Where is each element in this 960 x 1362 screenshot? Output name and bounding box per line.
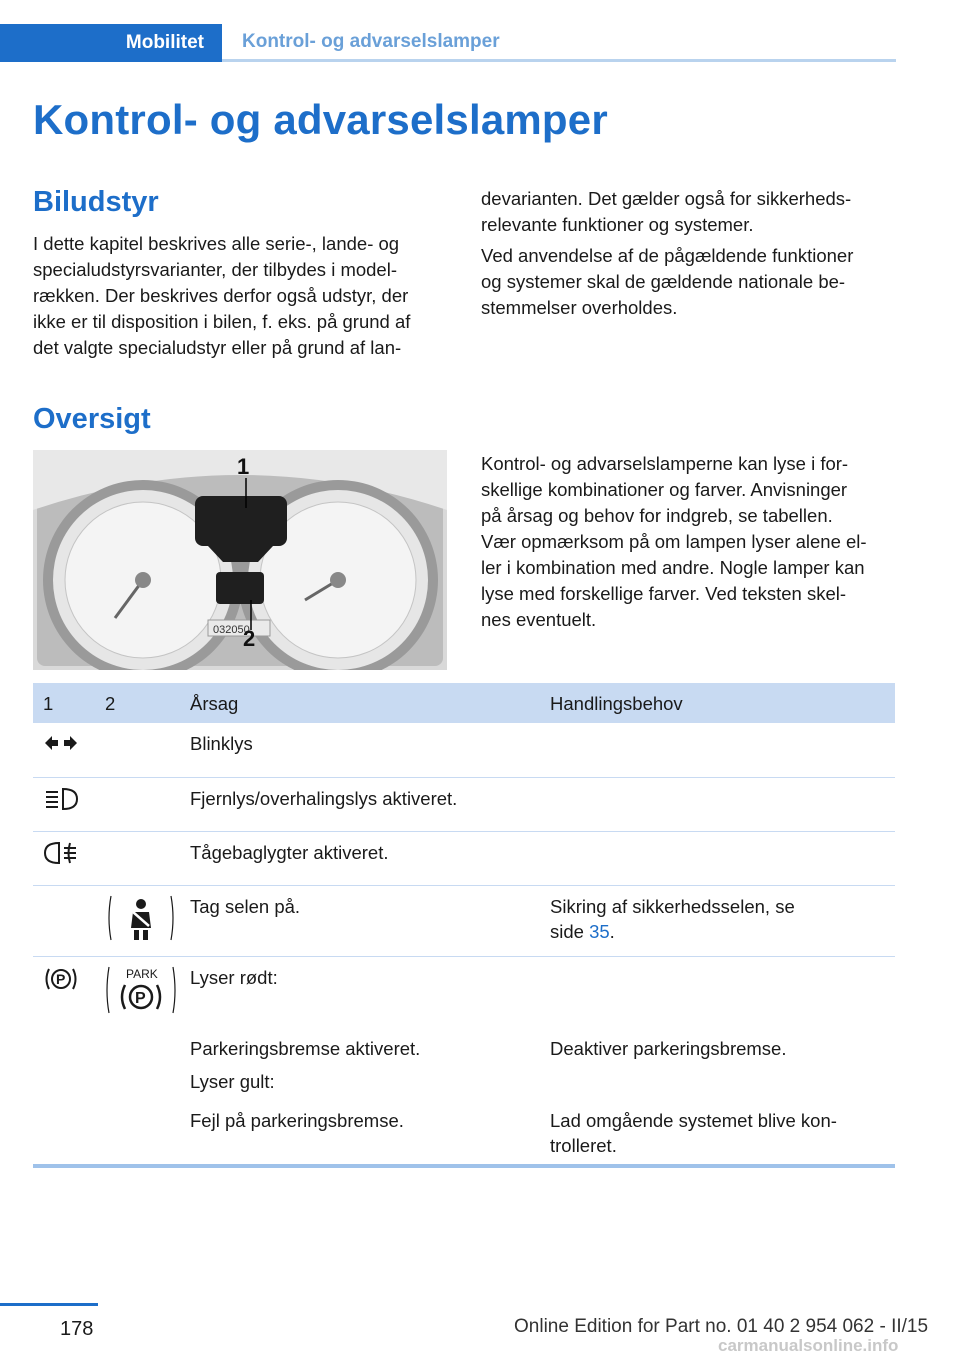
figure-label-1: 1 xyxy=(237,454,250,479)
table-row xyxy=(33,1067,895,1108)
table-row xyxy=(33,777,895,831)
cause-cell: Fjernlys/overhalingslys aktiveret. xyxy=(180,777,540,831)
watermark-brand: carmanualsonline.info xyxy=(718,1336,899,1355)
section-heading-biludstyr: Biludstyr xyxy=(33,186,159,218)
table-header-action: Handlingsbehov xyxy=(540,683,895,723)
table-row xyxy=(33,1108,895,1166)
biludstyr-paragraph-2: devarianten. Det gælder også for sikkerheds- relevante funktioner og systemer. xyxy=(481,188,852,235)
table-row xyxy=(33,1034,895,1067)
page-title: Kontrol- og advarselslamper xyxy=(33,96,608,143)
page-number: 178 xyxy=(60,1318,94,1340)
center-warning-panel xyxy=(195,496,287,546)
table-header-row xyxy=(33,683,895,723)
park-brake-icon xyxy=(105,965,177,1015)
seatbelt-icon xyxy=(105,894,177,942)
header-section-tab[interactable]: Mobilitet xyxy=(0,24,222,62)
edition-footer: Online Edition for Part no. 01 40 2 954 062 - II/15 xyxy=(514,1316,929,1337)
cause-cell: Tag selen på. xyxy=(180,885,540,956)
biludstyr-paragraph-3: Ved anvendelse af de pågældende funktioner og systemer skal de gældende nationale be- stemmelser overholdes. xyxy=(481,245,854,318)
warning-lamp-table xyxy=(33,683,895,1168)
action-cell xyxy=(540,1067,895,1108)
action-cell xyxy=(540,831,895,885)
oversigt-paragraph: Kontrol- og advarselslamperne kan lyse i for- skellige kombinationer og farver. Anvisninger på årsag og behov for indgreb, se tabellen. Vær opmærksom på om lampen lyser alene el- ler i kombination med andre. Nogle lamper kan lyse med forskellige farver. Ved teksten skel- nes eventuelt. xyxy=(481,453,867,630)
table-row xyxy=(33,831,895,885)
header-chapter-tab[interactable]: Kontrol- og advarselslamper xyxy=(222,24,896,62)
action-cell: Sikring af sikkerhedsselen, se side 35. xyxy=(540,885,895,956)
rear-fog-light-icon xyxy=(43,840,79,866)
action-cell xyxy=(540,777,895,831)
svg-text:P: P xyxy=(56,970,66,987)
table-header-cause: Årsag xyxy=(180,683,540,723)
action-cell: Lad omgående systemet blive kon- trolleret. xyxy=(540,1108,895,1166)
action-cell xyxy=(540,956,895,1034)
section-heading-oversigt: Oversigt xyxy=(33,403,151,435)
cause-cell: Fejl på parkeringsbremse. xyxy=(180,1108,540,1166)
parking-brake-icon xyxy=(43,965,79,993)
table-row xyxy=(33,956,895,1034)
figure-code: 032050 xyxy=(213,624,250,636)
table-row xyxy=(33,885,895,956)
lower-warning-panel xyxy=(216,572,264,604)
action-cell: Deaktiver parkeringsbremse. xyxy=(550,1038,787,1059)
instrument-cluster-photo xyxy=(33,450,447,670)
turn-signal-arrows-icon xyxy=(43,731,79,755)
table-row xyxy=(33,723,895,777)
cause-cell: Lyser rødt: xyxy=(190,966,278,988)
action-cell xyxy=(540,723,895,777)
table-header-col-1: 1 xyxy=(33,683,95,723)
cause-cell: Lyser gult: xyxy=(190,1071,275,1092)
page-number-bar xyxy=(0,1303,98,1306)
high-beam-icon xyxy=(43,786,79,812)
page-reference-link[interactable]: 35 xyxy=(589,920,610,942)
svg-text:P: P xyxy=(135,989,146,1007)
figure-label-2: 2 xyxy=(243,626,256,651)
biludstyr-paragraph-1: I dette kapitel beskrives alle serie-, lande- og specialudstyrsvarianter, der tilbydes i model- rækken. Der beskrives derfor også udstyr, der ikke er til disposition i bilen, f. eks. på grund af det valgte specialudstyr eller på grund af lan- xyxy=(33,233,411,358)
cause-cell: Blinklys xyxy=(180,723,540,777)
cause-cell: Parkeringsbremse aktiveret. xyxy=(190,1038,421,1059)
park-label: PARK xyxy=(126,966,158,981)
table-header-col-2: 2 xyxy=(95,683,180,723)
cause-cell: Tågebaglygter aktiveret. xyxy=(180,831,540,885)
